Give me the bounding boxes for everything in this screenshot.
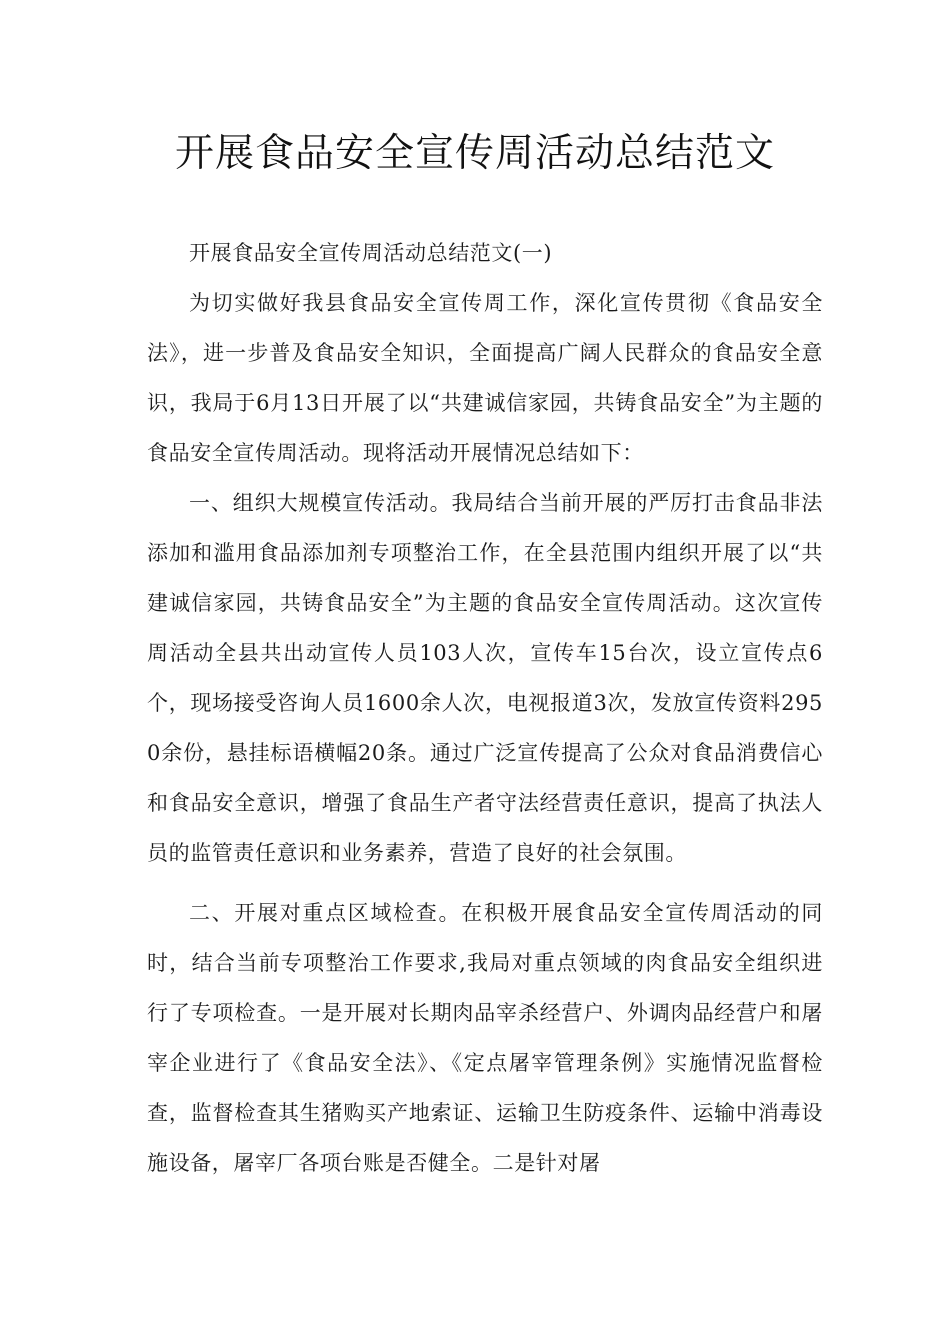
document-title: 开展食品安全宣传周活动总结范文 xyxy=(174,131,775,176)
document-body xyxy=(147,228,823,1188)
paragraph-section-one: 一、组织大规模宣传活动。我局结合当前开展的严厉打击食品非法添加和滥用食品添加剂专项整治工作，在全县范围内组织开展了以“共建诚信家园，共铸食品安全”为主题的食品安全宣传周活动。这次宣传周活动全县共出动宣传人员103人次，宣传车15台次，设立宣传点6个，现场接受咨询人员1600余人次，电视报道3次，发放宣传资料2950余份，悬挂标语横幅20条。通过广泛宣传提高了公众对食品消费信心和食品安全意识，增强了食品生产者守法经营责任意识，提高了执法人员的监管责任意识和业务素养，营造了良好的社会氛围。 xyxy=(147,491,823,865)
paragraph-intro: 为切实做好我县食品安全宣传周工作，深化宣传贯彻《食品安全法》，进一步普及食品安全知识，全面提高广阔人民群众的食品安全意识，我局于6月13日开展了以“共建诚信家园，共铸食品安全”为主题的食品安全宣传周活动。现将活动开展情况总结如下： xyxy=(147,291,823,465)
paragraph-section-two: 二、开展对重点区域检查。在积极开展食品安全宣传周活动的同时，结合当前专项整治工作要求,我局对重点领域的肉食品安全组织进行了专项检查。一是开展对长期肉品宰杀经营户、外调肉品经营户和屠宰企业进行了《食品安全法》、《定点屠宰管理条例》实施情况监督检查，监督检查其生猪购买产地索证、运输卫生防疫条件、运输中消毒设施设备，屠宰厂各项台账是否健全。二是针对屠 xyxy=(147,901,823,1175)
section-heading: 开展食品安全宣传周活动总结范文(一) xyxy=(189,241,553,265)
